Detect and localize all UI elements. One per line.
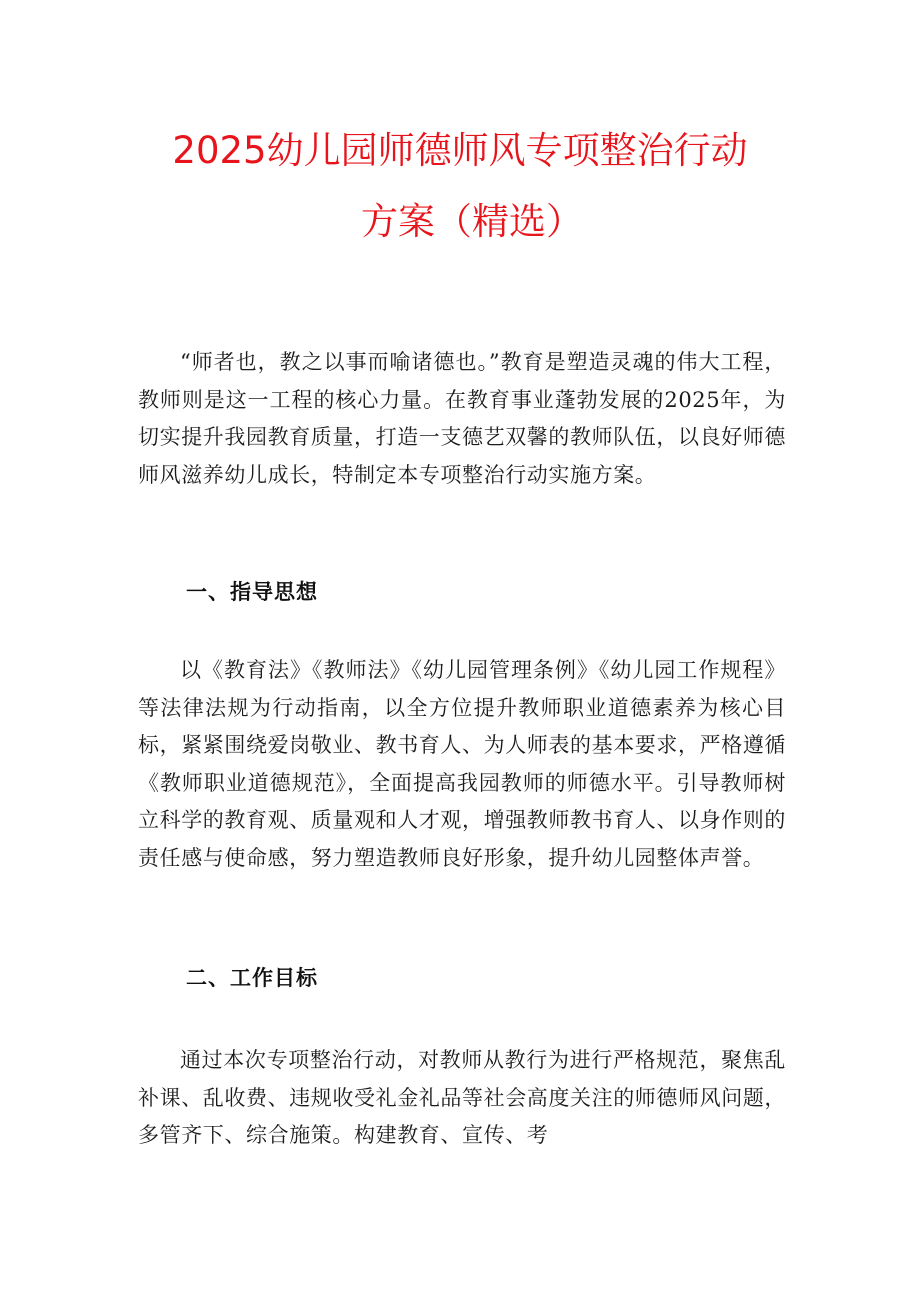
section-heading-guiding-ideology: 一、指导思想 <box>186 580 318 604</box>
section-body-guiding-ideology: 以《教育法》《教师法》《幼儿园管理条例》《幼儿园工作规程》等法律法规为行动指南，以全方位提升教师职业道德素养为核心目标，紧紧围绕爱岗敬业、教书育人、为人师表的基本要求，严格遵循《教师职业道德规范》，全面提高我园教师的师德水平。引导教师树立科学的教育观、质量观和人才观，增强教师教书育人、以身作则的责任感与使命感，努力塑造教师良好形象，提升幼儿园整体声誉。 <box>138 658 786 870</box>
document-title-line-1: 2025幼儿园师德师风专项整治行动 <box>172 129 748 172</box>
section-heading-work-goals: 二、工作目标 <box>186 966 318 990</box>
intro-paragraph: “师者也，教之以事而喻诸德也。”教育是塑造灵魂的伟大工程，教师则是这一工程的核心力量。在教育事业蓬勃发展的2025年，为切实提升我园教育质量，打造一支德艺双馨的教师队伍，以良好师德师风滋养幼儿成长，特制定本专项整治行动实施方案。 <box>138 350 786 487</box>
section-body-work-goals: 通过本次专项整治行动，对教师从教行为进行严格规范，聚焦乱补课、乱收费、违规收受礼金礼品等社会高度关注的师德师风问题，多管齐下、综合施策。构建教育、宣传、考 <box>138 1048 786 1148</box>
document-title-line-2: 方案（精选） <box>361 200 583 243</box>
